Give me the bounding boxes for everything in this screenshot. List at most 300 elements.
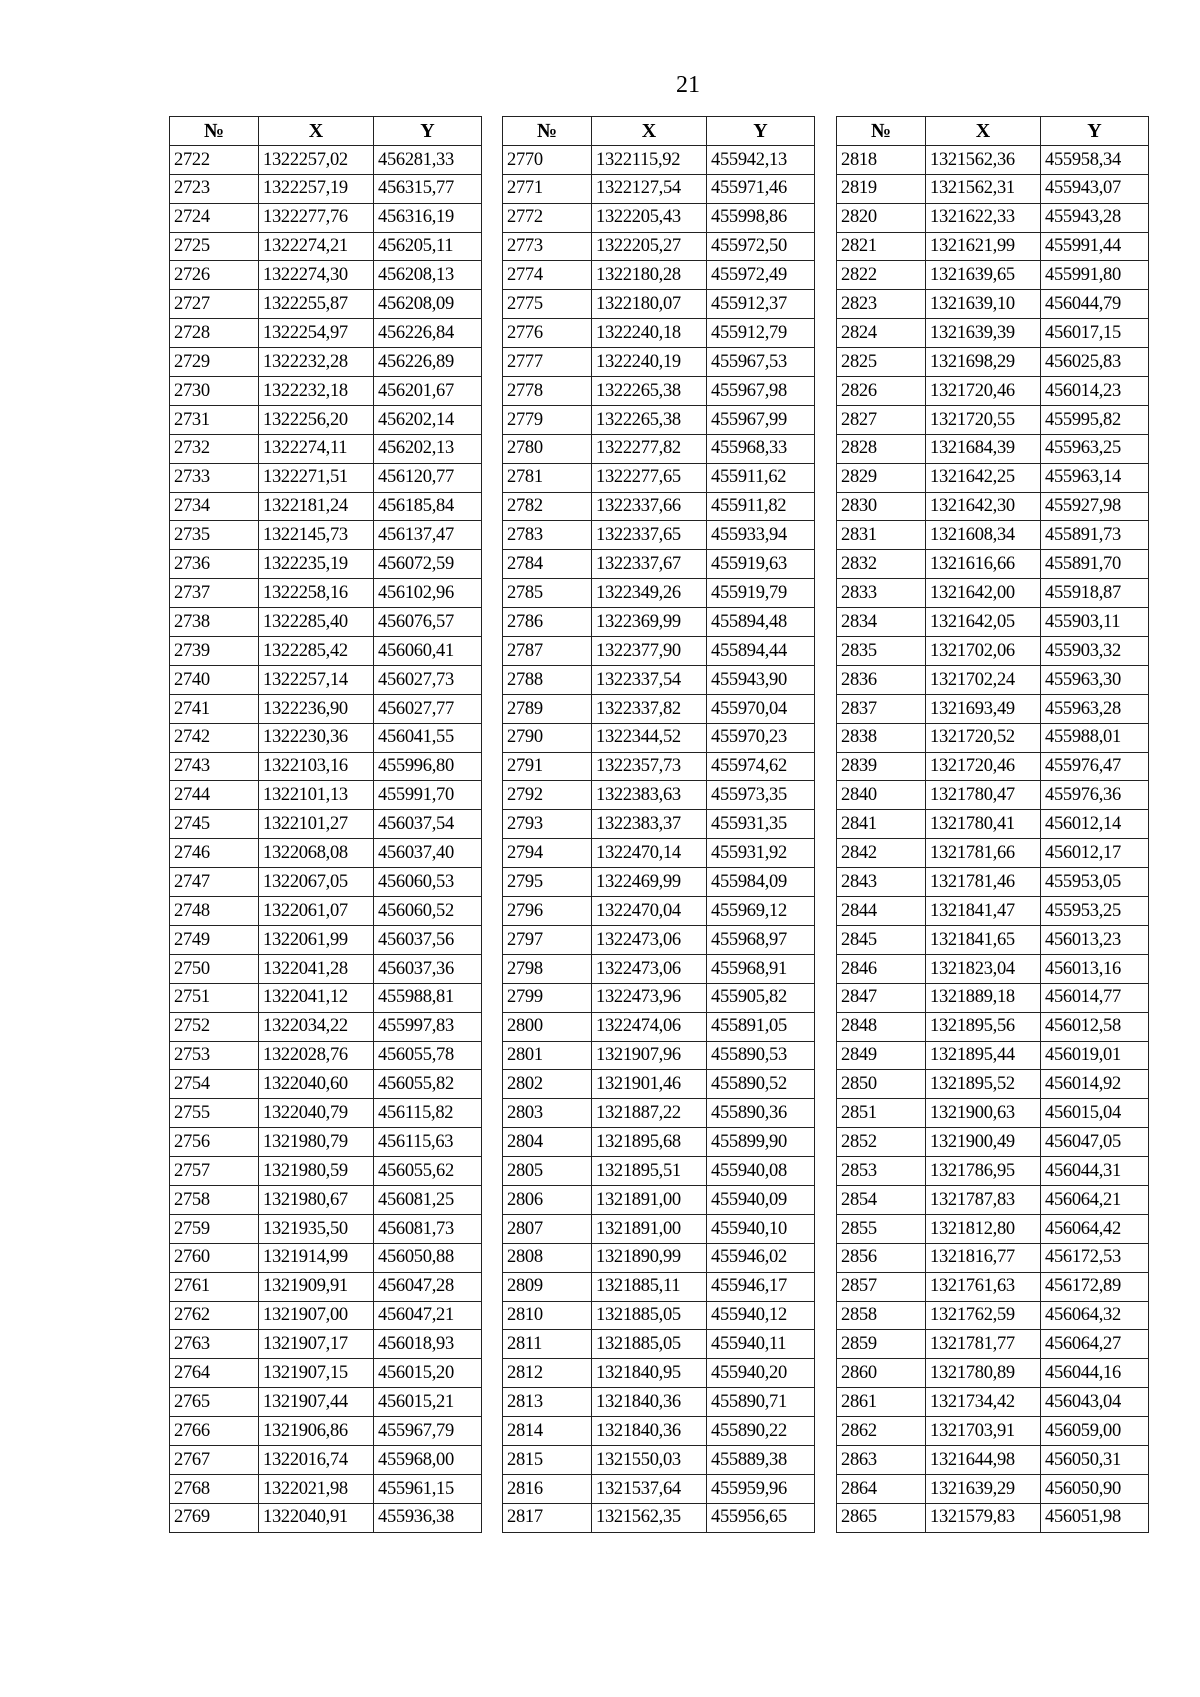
cell-y: 456027,77 [374,694,482,723]
cell-x: 1321639,65 [926,261,1041,290]
cell-y: 456081,25 [374,1185,482,1214]
cell-y: 456015,20 [374,1359,482,1388]
table-row [170,1128,482,1157]
cell-number: 2771 [503,174,592,203]
cell-x: 1322285,40 [259,608,374,637]
cell-number: 2738 [170,608,259,637]
cell-x: 1321840,95 [592,1359,707,1388]
cell-number: 2754 [170,1070,259,1099]
table-row [837,1070,1149,1099]
cell-number: 2782 [503,492,592,521]
table-row [170,1099,482,1128]
table-row [170,1012,482,1041]
cell-number: 2833 [837,579,926,608]
cell-y: 456050,88 [374,1243,482,1272]
table-row [837,637,1149,666]
table-row [503,839,815,868]
cell-number: 2757 [170,1157,259,1186]
cell-number: 2794 [503,839,592,868]
cell-number: 2854 [837,1185,926,1214]
cell-y: 456012,17 [1041,839,1149,868]
cell-y: 456081,73 [374,1214,482,1243]
cell-number: 2803 [503,1099,592,1128]
table-row [170,579,482,608]
table-row [503,1474,815,1503]
table-row [503,983,815,1012]
cell-number: 2838 [837,723,926,752]
table-row [837,492,1149,521]
cell-x: 1322067,05 [259,868,374,897]
cell-y: 456014,92 [1041,1070,1149,1099]
cell-x: 1321885,11 [592,1272,707,1301]
table-row [837,1099,1149,1128]
cell-number: 2811 [503,1330,592,1359]
cell-y: 455967,98 [707,377,815,406]
cell-number: 2777 [503,348,592,377]
cell-number: 2769 [170,1503,259,1532]
cell-x: 1322257,14 [259,665,374,694]
cell-x: 1322061,99 [259,925,374,954]
table-row [170,1214,482,1243]
cell-number: 2825 [837,348,926,377]
cell-x: 1321562,35 [592,1503,707,1532]
cell-y: 455997,83 [374,1012,482,1041]
cell-x: 1322061,07 [259,897,374,926]
cell-number: 2802 [503,1070,592,1099]
table-row [503,723,815,752]
table-row [503,1099,815,1128]
table-row [503,1301,815,1330]
cell-number: 2863 [837,1445,926,1474]
cell-number: 2799 [503,983,592,1012]
cell-number: 2736 [170,550,259,579]
cell-x: 1321639,39 [926,319,1041,348]
cell-x: 1321642,00 [926,579,1041,608]
cell-x: 1321639,10 [926,290,1041,319]
table-row [503,752,815,781]
cell-number: 2818 [837,145,926,174]
table-header-row [503,117,815,146]
cell-y: 456115,82 [374,1099,482,1128]
cell-x: 1321780,47 [926,781,1041,810]
coordinates-table-1 [169,116,482,1533]
cell-y: 455942,13 [707,145,815,174]
cell-y: 456281,33 [374,145,482,174]
cell-y: 455889,38 [707,1445,815,1474]
cell-number: 2796 [503,897,592,926]
table-row [170,1070,482,1099]
cell-number: 2829 [837,463,926,492]
cell-number: 2773 [503,232,592,261]
table-row [170,550,482,579]
cell-number: 2766 [170,1417,259,1446]
cell-y: 455963,14 [1041,463,1149,492]
cell-x: 1322377,90 [592,637,707,666]
cell-x: 1321891,00 [592,1185,707,1214]
cell-x: 1321781,46 [926,868,1041,897]
cell-y: 455936,38 [374,1503,482,1532]
cell-x: 1321907,17 [259,1330,374,1359]
header-y: Y [1041,117,1149,146]
cell-y: 455991,70 [374,781,482,810]
cell-y: 455959,96 [707,1474,815,1503]
cell-y: 456064,27 [1041,1330,1149,1359]
cell-y: 455931,92 [707,839,815,868]
table-row [837,1185,1149,1214]
table-row [170,290,482,319]
table-row [837,348,1149,377]
cell-number: 2790 [503,723,592,752]
cell-number: 2823 [837,290,926,319]
cell-y: 455967,99 [707,405,815,434]
cell-x: 1322337,82 [592,694,707,723]
cell-y: 455940,11 [707,1330,815,1359]
cell-y: 455946,02 [707,1243,815,1272]
cell-number: 2861 [837,1388,926,1417]
cell-x: 1321823,04 [926,954,1041,983]
table-row [170,1359,482,1388]
cell-x: 1321895,56 [926,1012,1041,1041]
header-number: № [503,117,592,146]
table-row [503,868,815,897]
cell-y: 456017,15 [1041,319,1149,348]
cell-number: 2775 [503,290,592,319]
cell-y: 455890,71 [707,1388,815,1417]
cell-number: 2751 [170,983,259,1012]
cell-number: 2856 [837,1243,926,1272]
cell-number: 2830 [837,492,926,521]
cell-number: 2806 [503,1185,592,1214]
table-row [170,521,482,550]
cell-x: 1322255,87 [259,290,374,319]
table-row [503,781,815,810]
table-row [170,1243,482,1272]
cell-number: 2848 [837,1012,926,1041]
table-row [170,319,482,348]
table-row [170,608,482,637]
table-row [170,203,482,232]
table-row [837,665,1149,694]
cell-y: 456025,83 [1041,348,1149,377]
cell-y: 456013,23 [1041,925,1149,954]
cell-y: 455991,44 [1041,232,1149,261]
cell-y: 456027,73 [374,665,482,694]
cell-number: 2855 [837,1214,926,1243]
cell-x: 1322235,19 [259,550,374,579]
cell-y: 455971,46 [707,174,815,203]
cell-x: 1322016,74 [259,1445,374,1474]
cell-number: 2824 [837,319,926,348]
cell-number: 2840 [837,781,926,810]
table-row [170,1388,482,1417]
cell-y: 456018,93 [374,1330,482,1359]
table-row [837,550,1149,579]
table-row [170,637,482,666]
cell-number: 2765 [170,1388,259,1417]
table-body [837,145,1149,1532]
table-row [837,954,1149,983]
table-row [170,405,482,434]
cell-number: 2785 [503,579,592,608]
table-row [837,1359,1149,1388]
cell-x: 1321906,86 [259,1417,374,1446]
cell-y: 455891,73 [1041,521,1149,550]
cell-y: 455970,23 [707,723,815,752]
cell-x: 1321781,77 [926,1330,1041,1359]
cell-number: 2778 [503,377,592,406]
cell-x: 1322383,63 [592,781,707,810]
cell-x: 1322145,73 [259,521,374,550]
page-number: 21 [676,72,700,98]
table-row [503,1445,815,1474]
cell-x: 1321895,68 [592,1128,707,1157]
cell-y: 455918,87 [1041,579,1149,608]
cell-x: 1321703,91 [926,1417,1041,1446]
cell-number: 2841 [837,810,926,839]
cell-y: 455953,25 [1041,897,1149,926]
cell-y: 455899,90 [707,1128,815,1157]
cell-x: 1321562,36 [926,145,1041,174]
cell-x: 1321900,49 [926,1128,1041,1157]
cell-y: 456019,01 [1041,1041,1149,1070]
cell-x: 1322469,99 [592,868,707,897]
cell-number: 2827 [837,405,926,434]
table-row [170,694,482,723]
cell-y: 456037,54 [374,810,482,839]
table-row [837,1388,1149,1417]
table-row [503,694,815,723]
table-row [503,434,815,463]
cell-x: 1321895,51 [592,1157,707,1186]
table-row [837,1012,1149,1041]
table-row [837,810,1149,839]
cell-x: 1322115,92 [592,145,707,174]
cell-number: 2742 [170,723,259,752]
cell-x: 1322236,90 [259,694,374,723]
cell-x: 1322258,16 [259,579,374,608]
cell-number: 2812 [503,1359,592,1388]
table-row [170,954,482,983]
cell-y: 456047,28 [374,1272,482,1301]
table-row [503,203,815,232]
cell-y: 456014,77 [1041,983,1149,1012]
table-row [170,1041,482,1070]
table-row [503,1503,815,1532]
cell-y: 455911,82 [707,492,815,521]
cell-y: 456064,32 [1041,1301,1149,1330]
cell-number: 2734 [170,492,259,521]
cell-x: 1322274,21 [259,232,374,261]
cell-number: 2805 [503,1157,592,1186]
header-x: X [926,117,1041,146]
table-row [503,608,815,637]
table-row [503,1359,815,1388]
cell-y: 455984,09 [707,868,815,897]
cell-number: 2781 [503,463,592,492]
cell-y: 455976,47 [1041,752,1149,781]
table-row [837,897,1149,926]
cell-y: 455972,49 [707,261,815,290]
table-row [837,145,1149,174]
cell-x: 1322232,18 [259,377,374,406]
table-row [503,954,815,983]
cell-x: 1321616,66 [926,550,1041,579]
table-row [170,174,482,203]
cell-y: 456015,21 [374,1388,482,1417]
cell-x: 1321642,30 [926,492,1041,521]
cell-y: 456050,90 [1041,1474,1149,1503]
cell-number: 2817 [503,1503,592,1532]
cell-y: 455940,20 [707,1359,815,1388]
cell-x: 1322232,28 [259,348,374,377]
cell-number: 2826 [837,377,926,406]
cell-y: 456037,40 [374,839,482,868]
cell-x: 1322383,37 [592,810,707,839]
cell-y: 455940,10 [707,1214,815,1243]
cell-number: 2745 [170,810,259,839]
cell-number: 2837 [837,694,926,723]
table-row [170,897,482,926]
cell-x: 1321909,91 [259,1272,374,1301]
table-row [503,1388,815,1417]
cell-x: 1322257,02 [259,145,374,174]
cell-y: 456202,13 [374,434,482,463]
cell-y: 456041,55 [374,723,482,752]
cell-number: 2774 [503,261,592,290]
cell-y: 455894,48 [707,608,815,637]
cell-x: 1322103,16 [259,752,374,781]
cell-y: 455943,07 [1041,174,1149,203]
cell-y: 455905,82 [707,983,815,1012]
cell-x: 1322040,91 [259,1503,374,1532]
cell-y: 455890,52 [707,1070,815,1099]
cell-x: 1321579,83 [926,1503,1041,1532]
cell-x: 1322101,27 [259,810,374,839]
cell-number: 2722 [170,145,259,174]
table-row [503,348,815,377]
cell-y: 455956,65 [707,1503,815,1532]
table-row [837,579,1149,608]
table-row [170,839,482,868]
table-row [170,925,482,954]
cell-y: 456076,57 [374,608,482,637]
cell-y: 455963,30 [1041,665,1149,694]
cell-number: 2828 [837,434,926,463]
cell-x: 1321907,96 [592,1041,707,1070]
cell-y: 455927,98 [1041,492,1149,521]
cell-number: 2753 [170,1041,259,1070]
cell-x: 1321891,00 [592,1214,707,1243]
cell-y: 455940,08 [707,1157,815,1186]
cell-number: 2795 [503,868,592,897]
cell-y: 456102,96 [374,579,482,608]
cell-x: 1321901,46 [592,1070,707,1099]
table-row [503,1272,815,1301]
cell-x: 1321642,05 [926,608,1041,637]
table-row [503,637,815,666]
cell-x: 1321702,06 [926,637,1041,666]
cell-number: 2758 [170,1185,259,1214]
cell-x: 1322344,52 [592,723,707,752]
table-row [170,1272,482,1301]
cell-number: 2862 [837,1417,926,1446]
cell-number: 2749 [170,925,259,954]
cell-x: 1322257,19 [259,174,374,203]
cell-number: 2831 [837,521,926,550]
table-row [503,1128,815,1157]
table-body [170,145,482,1532]
cell-number: 2767 [170,1445,259,1474]
cell-x: 1322068,08 [259,839,374,868]
cell-x: 1321841,47 [926,897,1041,926]
cell-number: 2850 [837,1070,926,1099]
table-body [503,145,815,1532]
table-row [837,1503,1149,1532]
cell-x: 1322274,30 [259,261,374,290]
table-row [503,897,815,926]
cell-y: 456172,89 [1041,1272,1149,1301]
cell-x: 1322265,38 [592,377,707,406]
cell-x: 1321734,42 [926,1388,1041,1417]
table-row [837,925,1149,954]
cell-number: 2852 [837,1128,926,1157]
cell-y: 456044,16 [1041,1359,1149,1388]
table-row [837,694,1149,723]
cell-number: 2860 [837,1359,926,1388]
cell-x: 1322473,06 [592,925,707,954]
cell-y: 455958,34 [1041,145,1149,174]
cell-number: 2791 [503,752,592,781]
cell-x: 1322369,99 [592,608,707,637]
cell-y: 455973,35 [707,781,815,810]
cell-x: 1321720,46 [926,752,1041,781]
cell-number: 2729 [170,348,259,377]
cell-x: 1321907,00 [259,1301,374,1330]
table-row [503,1041,815,1070]
cell-x: 1322271,51 [259,463,374,492]
table-row [170,1157,482,1186]
cell-y: 456201,67 [374,377,482,406]
cell-number: 2783 [503,521,592,550]
cell-number: 2842 [837,839,926,868]
table-row [503,405,815,434]
table-row [170,723,482,752]
cell-y: 455988,81 [374,983,482,1012]
cell-y: 455890,53 [707,1041,815,1070]
cell-x: 1321787,83 [926,1185,1041,1214]
cell-y: 455968,00 [374,1445,482,1474]
table-row [170,752,482,781]
table-row [837,434,1149,463]
table-row [503,925,815,954]
cell-number: 2846 [837,954,926,983]
cell-y: 455933,94 [707,521,815,550]
table-row [503,1070,815,1099]
table-row [503,261,815,290]
cell-x: 1321887,22 [592,1099,707,1128]
cell-y: 455991,80 [1041,261,1149,290]
cell-x: 1321698,29 [926,348,1041,377]
cell-x: 1321780,41 [926,810,1041,839]
table-row [503,1243,815,1272]
coordinates-table-2 [502,116,815,1533]
cell-x: 1321720,52 [926,723,1041,752]
cell-x: 1322337,54 [592,665,707,694]
cell-x: 1322473,06 [592,954,707,983]
cell-y: 455972,50 [707,232,815,261]
cell-number: 2853 [837,1157,926,1186]
cell-number: 2731 [170,405,259,434]
